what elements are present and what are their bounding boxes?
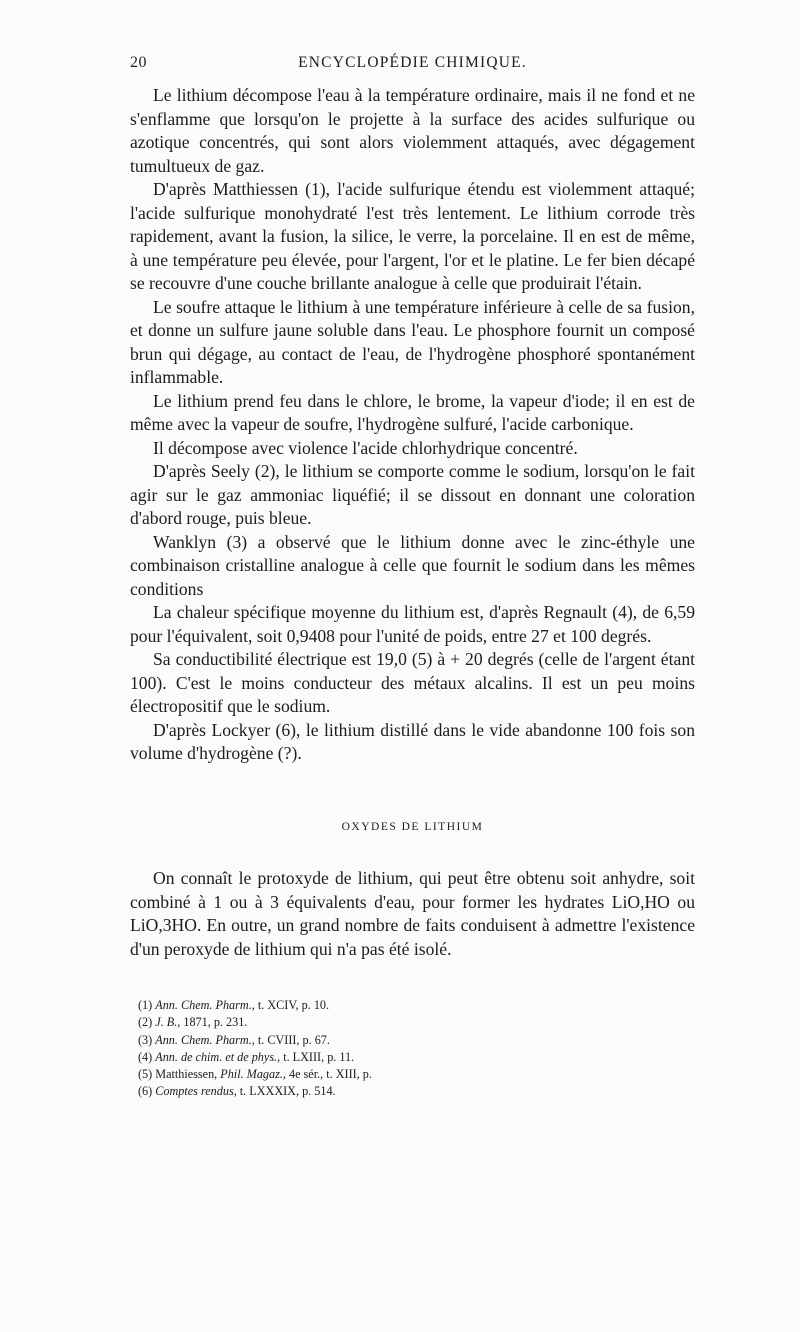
footnote-mark: (3) — [138, 1032, 153, 1047]
paragraph: Le soufre attaque le lithium à une température inférieure à celle de sa fusion, et donne un sulfure jaune soluble dans l'eau. Le phosphore fournit un composé brun qui dégage, au contact de l'eau, de l'hydrogène phosphoré spontanément inflammable. — [130, 296, 695, 387]
footnote-ref: , 1871, p. 231. — [177, 1015, 248, 1030]
paragraph: Le lithium prend feu dans le chlore, le brome, la vapeur d'iode; il en est de même avec la vapeur de soufre, l'hydrogène sulfuré, l'acide carbonique. — [130, 390, 695, 434]
footnote-source: J. B. — [155, 1015, 178, 1030]
footnote-source: Ann. de chim. et de phys. — [155, 1049, 278, 1064]
paragraph: Il décompose avec violence l'acide chlorhydrique concentré. — [153, 437, 578, 458]
footnotes — [130, 997, 695, 1101]
footnote-ref: , 4e sér., t. XIII, p. — [282, 1067, 372, 1082]
footnote — [130, 1066, 695, 1083]
footnote-ref: , t. LXIII, p. 11. — [277, 1049, 355, 1064]
paragraph: La chaleur spécifique moyenne du lithium est, d'après Regnault (4), de 6,59 pour l'équivalent, soit 0,9408 pour l'unité de poids, entre 27 et 100 degrés. — [130, 602, 695, 646]
page-body — [130, 84, 695, 1101]
paragraph: D'après Matthiessen (1), l'acide sulfurique étendu est violemment attaqué; l'acide sulfurique monohydraté l'est très lentement. Le lithium corrode très rapidement, avant la fusion, la silice, le verre, la porcelaine. Il en est de même, à une température peu élevée, pour l'argent, l'or et le platine. Le fer bien décapé se recouvre d'une couche brillante analogue à celle que produirait l'étain. — [130, 179, 695, 293]
footnote-mark: (2) — [138, 1015, 153, 1030]
footnote — [130, 997, 695, 1014]
running-title: ENCYCLOPÉDIE CHIMIQUE. — [298, 54, 527, 71]
paragraph: Wanklyn (3) a observé que le lithium donne avec le zinc-éthyle une combinaison cristalline analogue à celle que fournit le sodium dans les mêmes conditions — [130, 531, 695, 599]
paragraph: D'après Seely (2), le lithium se comporte comme le sodium, lorsqu'on le fait agir sur le gaz ammoniac liquéfié; il se dissout en donnant une coloration d'abord rouge, puis bleue. — [130, 461, 695, 528]
footnote — [130, 1083, 695, 1100]
footnote-author: Matthiessen, — [155, 1067, 221, 1082]
footnote-ref: , t. XCIV, p. 10. — [251, 998, 330, 1012]
paragraph: D'après Lockyer (6), le lithium distillé dans le vide abandonne 100 fois son volume d'hydrogène (?). — [130, 719, 695, 763]
footnote-mark: (5) — [138, 1067, 153, 1082]
footnote-source: Comptes rendus — [155, 1084, 234, 1099]
page-header — [130, 50, 695, 78]
footnote-ref: , t. CVIII, p. 67. — [251, 1032, 330, 1047]
footnote-mark: (1) — [138, 998, 153, 1012]
paragraph: Sa conductibilité électrique est 19,0 (5) à + 20 degrés (celle de l'argent étant 100). C'est le moins conducteur des métaux alcalins. Il est un peu moins électropositif que le sodium. — [130, 649, 695, 716]
section-paragraph: On connaît le protoxyde de lithium, qui peut être obtenu soit anhydre, soit combiné à 1 ou à 3 équivalents d'eau, pour former les hydrates LiO,HO ou LiO,3HO. En outre, un grand nombre de faits conduisent à admettre l'existence d'un peroxyde de lithium qui n'a pas été isolé. — [130, 868, 695, 959]
footnote-source: Phil. Magaz. — [220, 1067, 283, 1082]
footnote — [130, 1049, 695, 1066]
footnote-mark: (4) — [138, 1049, 153, 1064]
page-number: 20 — [130, 54, 147, 71]
footnote — [130, 1014, 695, 1031]
footnote-source: Ann. Chem. Pharm. — [155, 1032, 252, 1047]
footnote-source: Ann. Chem. Pharm. — [155, 998, 252, 1012]
section-heading: OXYDES DE LITHIUM — [341, 820, 484, 833]
footnote-mark: (6) — [138, 1084, 153, 1099]
footnote — [130, 1032, 695, 1049]
paragraph: Le lithium décompose l'eau à la température ordinaire, mais il ne fond et ne s'enflamme que lorsqu'on le projette à la surface des acides sulfurique ou azotique concentrés, qui sont alors violemment attaqués, avec dégagement tumultueux de gaz. — [130, 85, 695, 176]
footnote-ref: , t. LXXXIX, p. 514. — [233, 1084, 336, 1099]
